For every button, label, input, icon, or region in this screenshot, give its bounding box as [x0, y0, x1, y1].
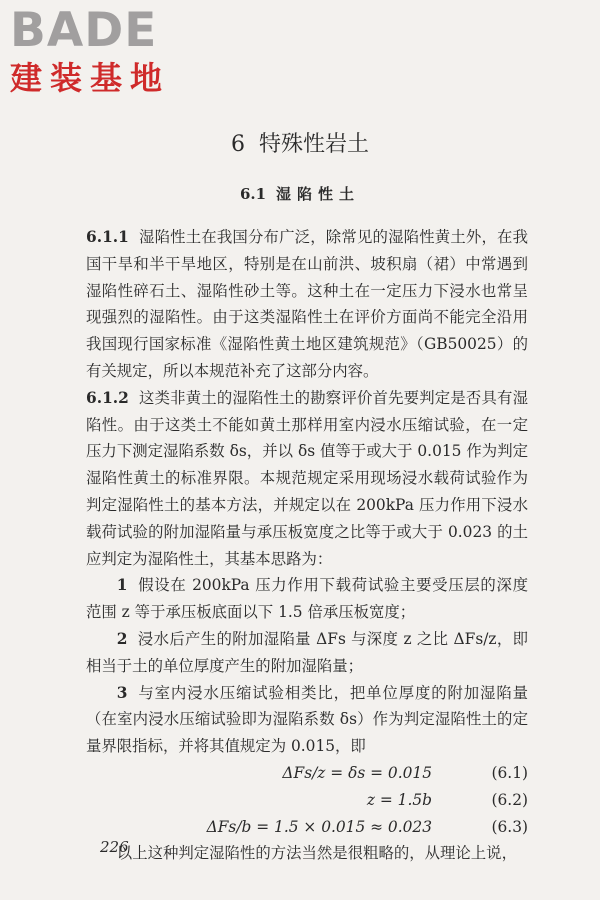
formula-row — [86, 814, 528, 841]
logo-wordmark: BADE — [10, 3, 158, 58]
clause-text: 湿陷性土在我国分布广泛，除常见的湿陷性黄土外，在我国干旱和半干旱地区，特别是在山前洪、坡积扇（裙）中常遇到湿陷性碎石土、湿陷性砂土等。这种土在一定压力下浸水也常呈现强烈的湿陷性。由于这类湿陷性土在评价方面尚不能完全沿用我国现行国家标准《湿陷性黄土地区建筑规范》（GB50025）的有关规定，所以本规范补充了这部分内容。 — [86, 228, 528, 380]
equation-number: (6.1) — [491, 763, 528, 782]
equation-number: (6.2) — [491, 790, 528, 809]
formula-expression: z = 1.5b — [366, 790, 432, 809]
formula-expression: ΔFs/z = δs = 0.015 — [282, 763, 432, 782]
clause-text: 这类非黄土的湿陷性土的勘察评价首先要判定是否具有湿陷性。由于这类土不能如黄土那样用室内浸水压缩试验，在一定压力下测定湿陷系数 δs，并以 δs 值等于或大于 0.015 作为判定湿陷性黄土的标准界限。本规范规定采用现场浸水载荷试验作为判定湿陷性土的基本方法，并规定以在 200kPa 压力作用下浸水载荷试验的附加湿陷量与承压板宽度之比等于或大于 0.023 的土应判定为湿陷性土，其基本思路为： — [86, 388, 528, 568]
body-text — [86, 224, 528, 867]
list-item-text: 假设在 200kPa 压力作用下载荷试验主要受压层的深度范围 z 等于承压板底面以下 1.5 倍承压板宽度； — [86, 576, 528, 622]
chapter-number: 6 — [230, 132, 245, 157]
clause-number: 6.1.1 — [86, 228, 129, 246]
list-item — [86, 572, 528, 626]
formula-expression: ΔFs/b = 1.5 × 0.015 ≈ 0.023 — [206, 817, 432, 836]
section-number: 6.1 — [239, 185, 267, 203]
list-item — [86, 626, 528, 680]
logo-subtitle: 建装基地 — [10, 59, 171, 97]
clause-number: 6.1.2 — [86, 388, 129, 407]
section-heading — [0, 183, 600, 205]
chapter-heading — [0, 130, 600, 160]
list-item-text: 与室内浸水压缩试验相类比，把单位厚度的附加湿陷量（在室内浸水压缩试验即为湿陷系数 δs）作为判定湿陷性土的定量界限指标，并将其值规定为 0.015，即 — [86, 683, 528, 756]
list-item-number: 1 — [116, 576, 128, 595]
formula-row — [86, 787, 528, 814]
clause-paragraph — [86, 224, 528, 385]
closing-paragraph: 以上这种判定湿陷性的方法当然是很粗略的，从理论上说， — [116, 844, 517, 863]
section-title: 湿陷性土 — [276, 185, 361, 203]
list-item-number: 2 — [116, 629, 128, 648]
list-item-text: 浸水后产生的附加湿陷量 ΔFs 与深度 z 之比 ΔFs/z，即相当于土的单位厚度产生的附加湿陷量； — [86, 629, 528, 675]
page-number: 226 — [100, 838, 129, 856]
brand-logo — [10, 3, 180, 98]
clause-paragraph — [86, 385, 528, 573]
list-item-number: 3 — [116, 683, 128, 702]
list-item — [86, 680, 528, 760]
chapter-title: 特殊性岩土 — [258, 132, 369, 157]
equation-number: (6.3) — [491, 817, 528, 836]
formula-row — [86, 760, 528, 787]
